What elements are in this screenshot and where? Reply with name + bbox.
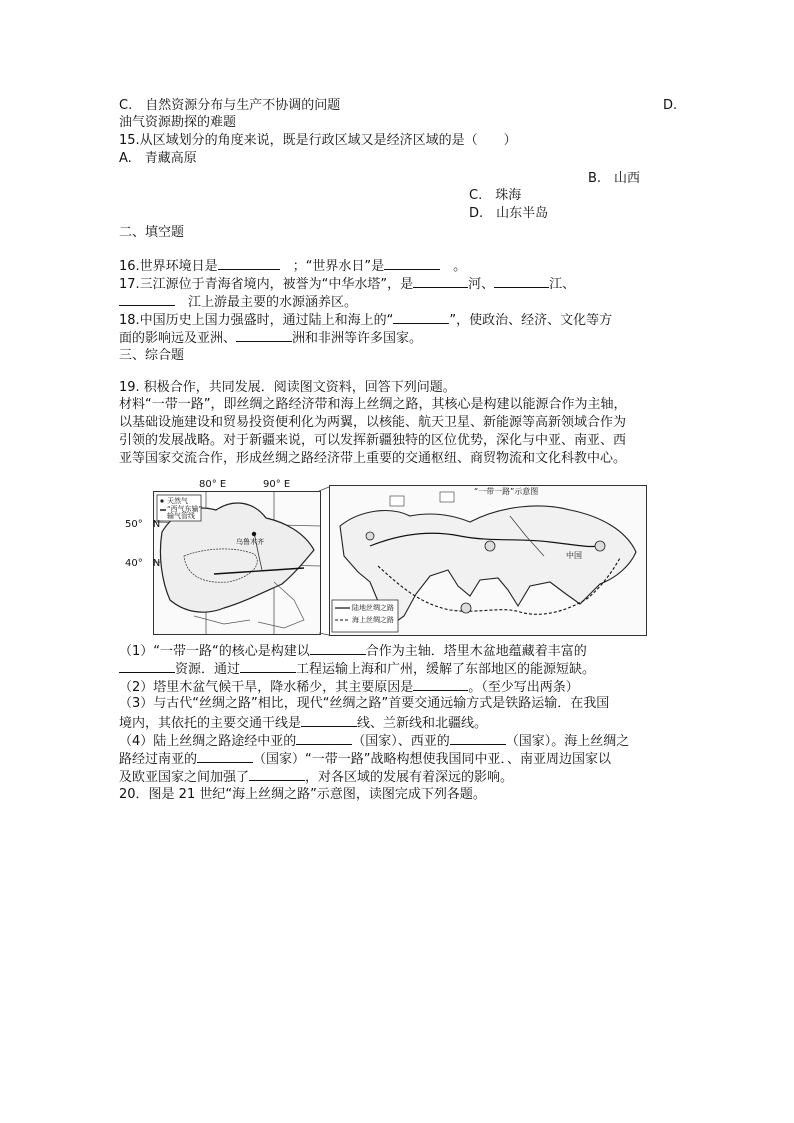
q19-4-line2: 路经过南亚的 （国家）“一带一路”战略构想使我国同中亚．、南亚周边国家以 [119, 749, 611, 768]
belt-road-map [329, 485, 647, 636]
q19-2: （2）塔里木盆气候干旱，降水稀少，其主要原因是 。（至少写出两条） [119, 677, 579, 696]
q19-1-blank-1 [310, 641, 366, 655]
section-fill-in-heading: 二、填空题 [119, 225, 185, 240]
q17-blank-3 [119, 292, 175, 306]
section-comprehensive-heading: 三、综合题 [119, 348, 185, 363]
q19-4-line3: 及欧亚国家之间加强了 ，对各区域的发展有着深远的影响。 [119, 767, 513, 786]
q19-4-line1: （4）陆上丝绸之路途经中亚的 （国家）、西亚的 （国家）。海上丝绸之 [119, 731, 629, 750]
q18-line2: 面的影响远及亚洲、 洲和非洲等许多国家。 [119, 328, 422, 347]
q19-3-line2: 境内，其依托的主要交通干线是 线、兰新线和北疆线。 [119, 713, 487, 732]
q19-1-blank-2 [119, 659, 175, 673]
q19-4-blank-1 [296, 731, 352, 745]
q19-3-line1: （3）与古代“丝绸之路”相比，现代“丝绸之路”首要交通远输方式是铁路运输．在我国 [119, 696, 610, 711]
q19-1-line2: 资源．通过 工程运输上海和广州，缓解了东部地区的能源短缺。 [119, 659, 595, 678]
q20-stem: 20．图是 21 世纪“海上丝绸之路”示意图，读图完成下列各题。 [119, 787, 486, 802]
q19-1-blank-3 [240, 659, 296, 673]
q19-maps [125, 479, 647, 636]
q19-material-line1: 材料“一带一路”，即丝绸之路经济带和海上丝绸之路，其核心是构建以能源合作为主轴， [119, 397, 627, 412]
q18-blank-2 [236, 328, 292, 342]
lat-40-label: 40° N [125, 558, 161, 569]
belt-road-map-title: “一带一路”示意图 [474, 487, 539, 496]
q15-option-a: A. 青藏高原 [119, 151, 197, 166]
q15-option-b: B. 山西 [588, 171, 641, 186]
belt-road-map-graphic [330, 486, 646, 635]
lon-80-label: 80° E [199, 479, 227, 490]
q19-4-blank-4 [249, 767, 305, 781]
q19-4-blank-2 [450, 731, 506, 745]
q17-line2: 江上游最主要的水源涵养区。 [119, 292, 357, 311]
lat-50-label: 50° N [125, 519, 161, 530]
china-label: 中国 [566, 551, 582, 560]
q15-option-c: C. 珠海 [469, 188, 522, 203]
q16-blank-1 [218, 256, 280, 270]
q15-stem: 15.从区域划分的角度来说，既是行政区域又是经济区域的是（ ） [119, 133, 517, 148]
q14-option-d-mark: D. [663, 98, 678, 113]
q19-3-blank [301, 713, 357, 727]
legend-natural-gas: 天然气 [167, 497, 188, 505]
q19-material-line3: 引领的发展战略。对于新疆来说，可以发挥新疆独特的区位优势，深化与中亚、南亚、西 [119, 433, 627, 448]
legend-pipeline: 输气管线 [167, 512, 195, 520]
q16: 16.世界环境日是 ；“世界水日”是 。 [119, 256, 466, 275]
q14-option-d-text: 油气资源勘探的难题 [119, 115, 237, 130]
legend-land-silk-road: 陆地丝绸之路 [352, 604, 394, 612]
q16-blank-2 [384, 256, 440, 270]
q19-2-blank [413, 677, 468, 691]
q19-material-line2: 以基础设施建设和贸易投资便利化为两翼，以核能、航天卫星、新能源等高新领域合作为 [119, 415, 627, 430]
q18-blank-1 [393, 310, 449, 324]
q19-material-line4: 亚等国家交流合作，形成丝绸之路经济带上重要的交通枢纽、商贸物流和文化科教中心。 [119, 451, 627, 466]
lon-90-label: 90° E [263, 479, 291, 490]
legend-maritime-silk-road: 海上丝绸之路 [352, 616, 394, 624]
q19-1-line1: （1）“一带一路“的核心是构建以 合作为主轴．塔里木盆地蕴藏着丰富的 [119, 641, 587, 660]
q18-line1: 18.中国历史上国力强盛时，通过陆上和海上的“ ”，使政治、经济、文化等方 [119, 310, 612, 329]
legend-west-east-gas: “西气东输” [167, 505, 203, 513]
city-urumqi-label: 乌鲁木齐 [236, 538, 264, 546]
q17-line1: 17.三江源位于青海省境内，被誉为“中华水塔”，是 河、 江、 [119, 274, 575, 293]
q15-option-d: D. 山东半岛 [469, 206, 549, 221]
q17-blank-2 [494, 274, 549, 288]
q17-blank-1 [413, 274, 468, 288]
q19-title: 19. 积极合作，共同发展．阅读图文资料，回答下列问题。 [119, 380, 456, 395]
q19-4-blank-3 [197, 749, 253, 763]
q14-option-c: C. 自然资源分布与生产不协调的问题 [119, 98, 341, 113]
